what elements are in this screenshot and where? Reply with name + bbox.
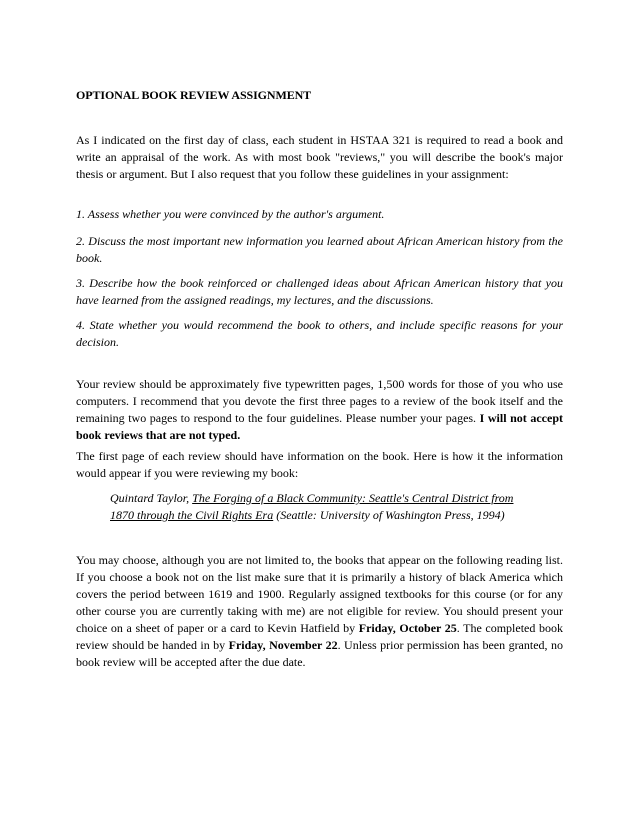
citation-example xyxy=(110,490,530,524)
review-length-paragraph xyxy=(76,376,563,444)
choose-book-paragraph xyxy=(76,552,563,671)
first-page-paragraph: The first page of each review should have information on the book. Here is how it the information would appear if you were reviewing my book: xyxy=(76,449,563,480)
review-length-text: Your review should be approximately five typewritten pages, 1,500 words for those of you who use computers. I recommend that you devote the first three pages to a review of the book itself and the remaining two pages to respond to the four guidelines. Please number your pages. xyxy=(76,377,563,425)
citation-author: Quintard Taylor, xyxy=(110,491,193,505)
guideline-3: 3. Describe how the book reinforced or challenged ideas about African American history that you have learned from the assigned readings, my lectures, and the discussions. xyxy=(76,276,563,307)
choose-text-2: . The completed book review should be handed in by xyxy=(76,621,563,652)
choose-text-1: You may choose, although you are not limited to, the books that appear on the following reading list. If you choose a book not on the list make sure that it is primarily a history of black America which covers the period between 1619 and 1900. Regularly assigned textbooks for this course (or for any other course you are currently taking with me) are not eligible for review. You should present your choice on a sheet of paper or a card to Kevin Hatfield by xyxy=(76,553,563,635)
guideline-4: 4. State whether you would recommend the book to others, and include specific reasons for your decision. xyxy=(76,318,563,349)
citation-publication: (Seattle: University of Washington Press, 1994) xyxy=(273,508,505,522)
review-deadline: Friday, November 22 xyxy=(228,638,338,652)
guideline-2: 2. Discuss the most important new information you learned about African American history from the book. xyxy=(76,234,563,265)
document-title: OPTIONAL BOOK REVIEW ASSIGNMENT xyxy=(76,88,312,102)
citation-book-title: The Forging of a Black Community: Seattle's Central District from 1870 through the Civil Rights Era xyxy=(110,491,514,522)
typed-warning: I will not accept book reviews that are not typed. xyxy=(76,411,564,442)
guideline-1: 1. Assess whether you were convinced by the author's argument. xyxy=(76,207,385,221)
choose-text-3: . Unless prior permission has been granted, no book review will be accepted after the due date. xyxy=(76,638,563,669)
choice-deadline: Friday, October 25 xyxy=(358,621,457,635)
intro-paragraph: As I indicated on the first day of class, each student in HSTAA 321 is required to read a book and write an appraisal of the work. As with most book "reviews," you will describe the book's major thesis or argument. But I also request that you follow these guidelines in your assignment: xyxy=(76,133,563,181)
